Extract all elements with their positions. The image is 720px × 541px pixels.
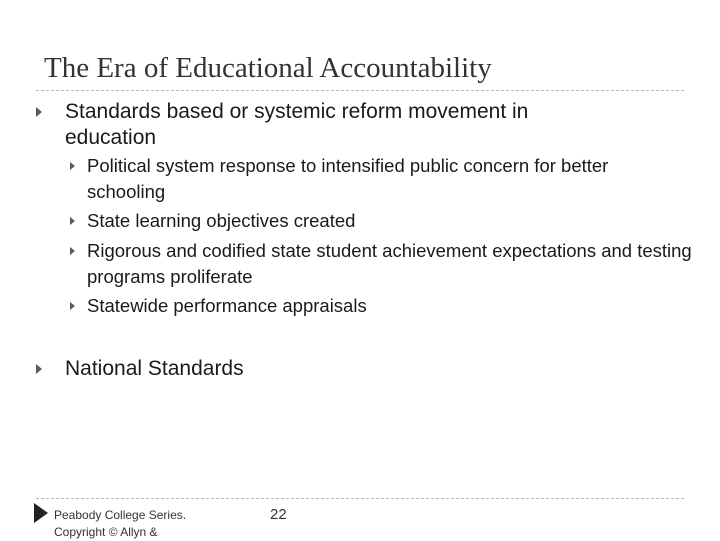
sub-bullet-1-text: Political system response to intensified public concern for better schooling: [87, 155, 609, 202]
sub-bullet-arrow-icon: [70, 217, 75, 225]
page-number: 22: [270, 506, 287, 523]
bullet-2-text: National Standards: [65, 357, 244, 380]
sub-bullet-arrow-icon: [70, 302, 75, 310]
bullet-arrow-icon: [36, 364, 42, 374]
footer-line-1: Peabody College Series.: [54, 508, 187, 522]
sub-bullet-4-text: Statewide performance appraisals: [87, 295, 367, 316]
footer-copyright: [54, 507, 224, 541]
title-divider: [36, 90, 684, 91]
sub-bullet-arrow-icon: [70, 162, 75, 170]
footer-divider: [36, 498, 684, 499]
play-triangle-icon: [34, 503, 48, 523]
bullet-arrow-icon: [36, 107, 42, 117]
sub-bullet-2-text: State learning objectives created: [87, 210, 356, 231]
slide-title: The Era of Educational Accountability: [44, 52, 492, 84]
footer-line-2: Copyright © Allyn &: [54, 525, 158, 539]
sub-bullet-3-text: Rigorous and codified state student achievement expectations and testing programs proliferate: [87, 240, 692, 287]
sub-bullet-arrow-icon: [70, 247, 75, 255]
bullet-1-text: Standards based or systemic reform movement in education: [65, 100, 529, 149]
